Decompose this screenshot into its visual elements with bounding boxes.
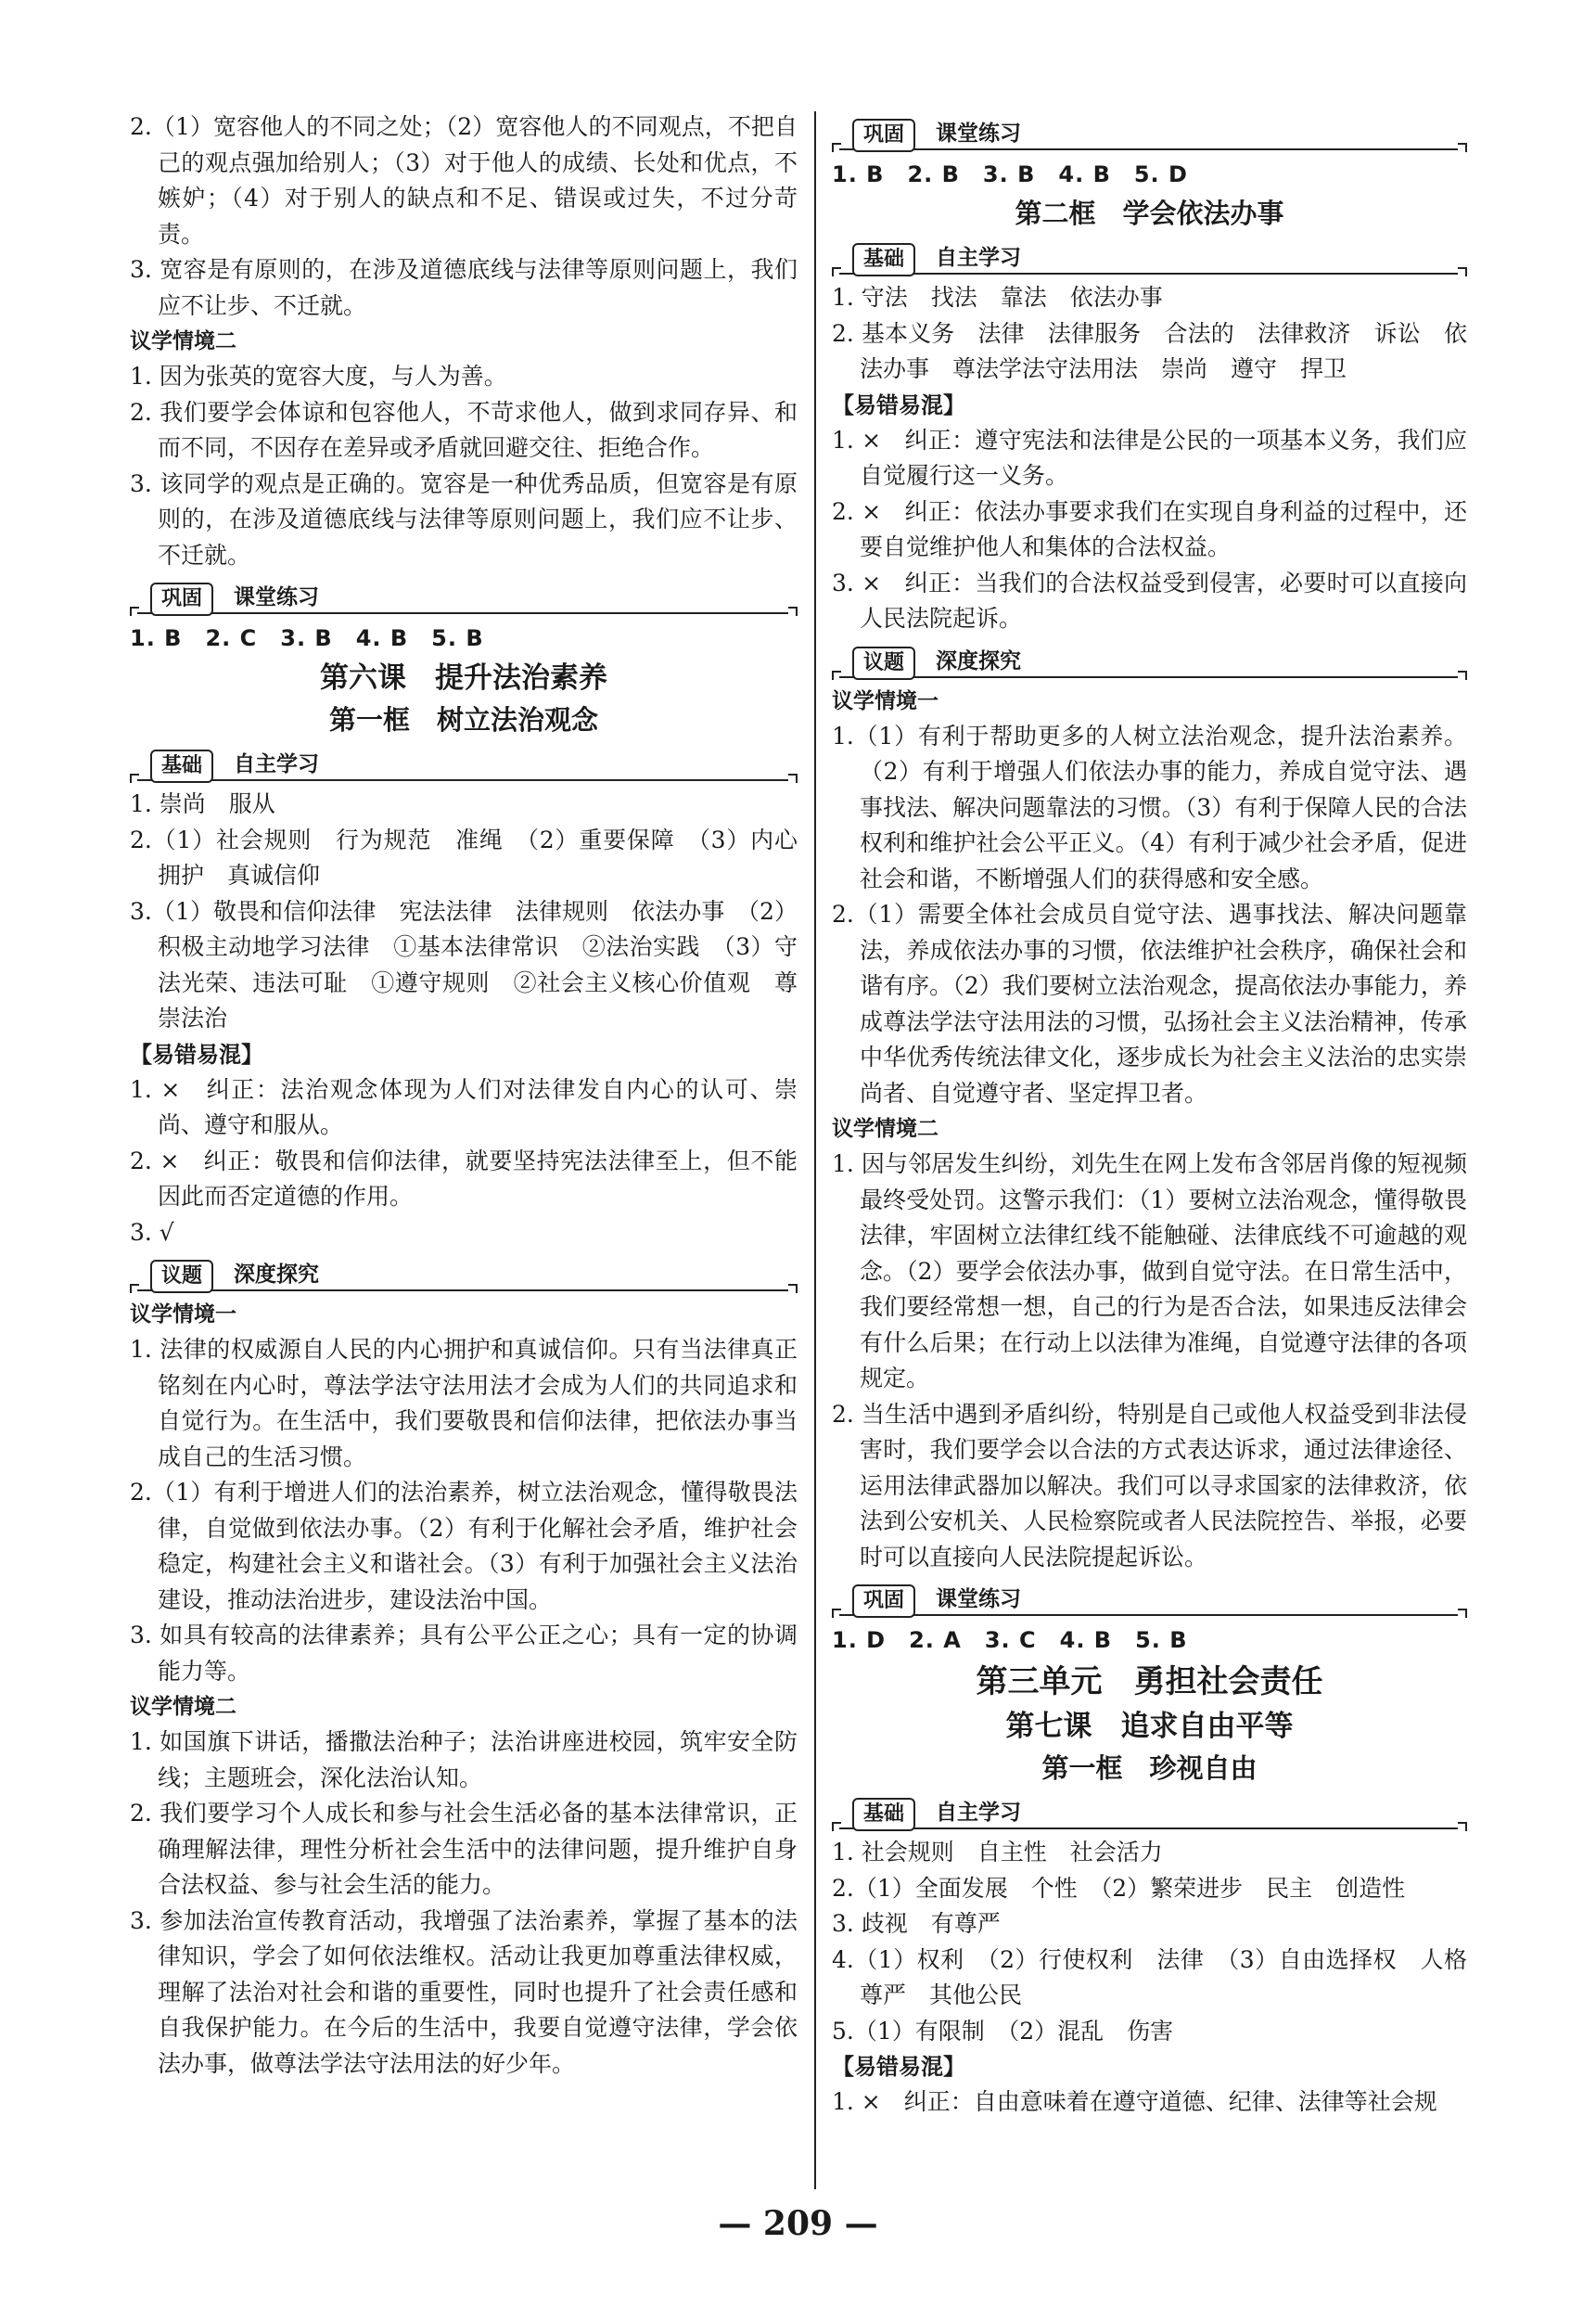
- section-badge: 巩固: [852, 119, 915, 152]
- error-prone-tag: 【易错易混】: [130, 1041, 263, 1068]
- paragraph: 3.（1）敬畏和信仰法律 宪法法律 法律规则 依法办事 （2）积极主动地学习法律 ①基本法律常识 ②法治实践 （3）守法光荣、违法可耻 ①遵守规则 ②社会主义核心价值观 尊崇法治: [130, 897, 798, 1032]
- page-number: — 209 —: [718, 2204, 878, 2243]
- subheading: 议学情境二: [130, 1695, 236, 1719]
- section-label: 课堂练习: [234, 585, 319, 609]
- answer-key: 1. B 2. C 3. B 4. B 5. B: [130, 625, 484, 651]
- paragraph: 2.（1）宽容他人的不同之处；（2）宽容他人的不同观点，不把自己的观点强加给别人；（3）对于他人的成绩、长处和优点，不嫉妒；（4）对于别人的缺点和不足、错误或过失，不过分苛责。: [130, 113, 798, 248]
- subheading: 议学情境一: [130, 1302, 236, 1327]
- section-header-practice: [130, 579, 798, 618]
- paragraph: 1. × 纠正：遵守宪法和法律是公民的一项基本义务，我们应自觉履行这一义务。: [832, 426, 1467, 489]
- paragraph: 1. 守法 找法 靠法 依法办事: [832, 284, 1163, 311]
- section-header-basics: [832, 239, 1467, 278]
- section-badge: 基础: [150, 750, 213, 783]
- paragraph: 1. 如国旗下讲话，播撒法治种子；法治讲座进校园，筑牢安全防线；主题班会，深化法治认知。: [130, 1728, 798, 1791]
- paragraph: 2.（1）有利于增进人们的法治素养，树立法治观念，懂得敬畏法律，自觉做到依法办事。（2）有利于化解社会矛盾，维护社会稳定，构建社会主义和谐社会。（3）有利于加强社会主义法治建设，推动法治进步，建设法治中国。: [130, 1479, 798, 1613]
- paragraph: 1. 崇尚 服从: [130, 790, 275, 817]
- section-header-practice: [832, 1581, 1467, 1620]
- paragraph: 1. 法律的权威源自人民的内心拥护和真诚信仰。只有当法律真正铭刻在内心时，尊法学法守法用法才会成为人们的共同追求和自觉行为。在生活中，我们要敬畏和信仰法律，把依法办事当成自己的生活习惯。: [130, 1336, 798, 1470]
- paragraph: 2. 我们要学习个人成长和参与社会生活必备的基本法律常识，正确理解法律，理性分析社会生活中的法律问题，提升维护自身合法权益、参与社会生活的能力。: [130, 1800, 798, 1898]
- paragraph: 2.（1）社会规则 行为规范 准绳 （2）重要保障 （3）内心拥护 真诚信仰: [130, 826, 798, 889]
- paragraph: 3. √: [130, 1218, 174, 1246]
- lesson-title: 第六课 提升法治素养: [320, 661, 607, 695]
- paragraph: 3. 参加法治宣传教育活动，我增强了法治素养，掌握了基本的法律知识，学会了如何依法维权。活动让我更加尊重法律权威，理解了法治对社会和谐的重要性，同时也提升了社会责任感和自我保护能力。在今后的生活中，我要自觉遵守法律，学会依法办事，做尊法学法守法用法的好少年。: [130, 1906, 798, 2077]
- unit-title: 第三单元 勇担社会责任: [976, 1663, 1323, 1700]
- section-header-basics: [130, 746, 798, 785]
- paragraph: 2. 我们要学会体谅和包容他人，不苛求他人，做到求同存异、和而不同，不因存在差异或矛盾就回避交往、拒绝合作。: [130, 398, 798, 461]
- paragraph: 1.（1）有利于帮助更多的人树立法治观念，提升法治素养。（2）有利于增强人们依法办事的能力，养成自觉守法、遇事找法、解决问题靠法的习惯。（3）有利于保障人民的合法权利和维护社会公平正义。（4）有利于减少社会矛盾，促进社会和谐，不断增强人们的获得感和安全感。: [832, 722, 1467, 892]
- section-badge: 基础: [852, 1798, 915, 1831]
- lesson-title: 第七课 追求自由平等: [1005, 1710, 1294, 1743]
- section-badge: 巩固: [150, 583, 213, 616]
- section-label: 自主学习: [936, 1801, 1021, 1825]
- subheading: 议学情境二: [832, 1117, 938, 1141]
- section-badge: 基础: [852, 243, 915, 276]
- paragraph: 5.（1）有限制 （2）混乱 伤害: [832, 2017, 1174, 2045]
- section-badge: 议题: [150, 1260, 213, 1293]
- paragraph: 3. 如具有较高的法律素养；具有公平公正之心；具有一定的协调能力等。: [130, 1622, 798, 1685]
- section-label: 自主学习: [234, 752, 319, 776]
- section-badge: 巩固: [852, 1584, 915, 1618]
- paragraph: 3. × 纠正：当我们的合法权益受到侵害，必要时可以直接向人民法院起诉。: [832, 569, 1467, 632]
- section-header-inquiry: [130, 1256, 798, 1295]
- subheading: 议学情境二: [130, 329, 236, 353]
- paragraph: 3. 宽容是有原则的，在涉及道德底线与法律等原则问题上，我们应不让步、不迁就。: [130, 256, 798, 319]
- paragraph: 2.（1）需要全体社会成员自觉守法、遇事找法、解决问题靠法，养成依法办事的习惯，依法维护社会秩序，确保社会和谐有序。（2）我们要树立法治观念，提高依法办事能力，养成尊法学法守法用法的习惯，弘扬社会主义法治精神，传承中华优秀传统法律文化，逐步成长为社会主义法治的忠实崇尚者、自觉遵守者、坚定捍卫者。: [832, 901, 1467, 1107]
- paragraph: 2. 当生活中遇到矛盾纠纷，特别是自己或他人权益受到非法侵害时，我们要学会以合法的方式表达诉求，通过法律途径、运用法律武器加以解决。我们可以寻求国家的法律救济，依法到公安机关、人民检察院或者人民法院控告、举报，必要时可以直接向人民法院提起诉讼。: [832, 1400, 1467, 1571]
- error-prone-tag: 【易错易混】: [832, 391, 965, 418]
- column-divider: [814, 111, 816, 2189]
- frame-title: 第二框 学会依法办事: [1015, 198, 1284, 229]
- section-label: 深度探究: [234, 1263, 319, 1287]
- paragraph: 2. × 纠正：敬畏和信仰法律，就要坚持宪法法律至上，但不能因此而否定道德的作用。: [130, 1147, 798, 1210]
- right-column: [832, 109, 1467, 2121]
- frame-title: 第一框 树立法治观念: [328, 704, 598, 736]
- paragraph: 1. 因为张英的宽容大度，与人为善。: [130, 363, 507, 390]
- paragraph: 3. 该同学的观点是正确的。宽容是一种优秀品质，但宽容是有原则的，在涉及道德底线与法律等原则问题上，我们应不让步、不迁就。: [130, 469, 798, 569]
- answer-key: 1. D 2. A 3. C 4. B 5. B: [832, 1627, 1188, 1653]
- paragraph: 1. 社会规则 自主性 社会活力: [832, 1839, 1163, 1866]
- paragraph: 2. 基本义务 法律 法律服务 合法的 法律救济 诉讼 依法办事 尊法学法守法用法 崇尚 遵守 捍卫: [832, 319, 1467, 382]
- subheading: 议学情境一: [832, 688, 938, 713]
- paragraph: 1. × 纠正：法治观念体现为人们对法律发自内心的认可、崇尚、遵守和服从。: [130, 1075, 798, 1138]
- section-label: 深度探究: [936, 648, 1021, 673]
- section-label: 课堂练习: [936, 122, 1021, 146]
- section-label: 自主学习: [936, 246, 1021, 270]
- paragraph: 1. × 纠正：自由意味着在遵守道德、纪律、法律等社会规: [832, 2088, 1437, 2115]
- paragraph: 2.（1）全面发展 个性 （2）繁荣进步 民主 创造性: [832, 1874, 1406, 1902]
- section-header-basics: [832, 1794, 1467, 1833]
- section-badge: 议题: [852, 647, 915, 680]
- section-header-inquiry: [832, 643, 1467, 682]
- error-prone-tag: 【易错易混】: [832, 2054, 965, 2080]
- frame-title: 第一框 珍视自由: [1041, 1752, 1258, 1784]
- answer-key: 1. B 2. B 3. B 4. B 5. D: [832, 161, 1188, 187]
- section-header-practice: [832, 115, 1467, 154]
- left-column: [130, 109, 798, 2082]
- paragraph: 2. × 纠正：依法办事要求我们在实现自身利益的过程中，还要自觉维护他人和集体的合法权益。: [832, 497, 1467, 560]
- section-label: 课堂练习: [936, 1587, 1021, 1611]
- paragraph: 3. 歧视 有尊严: [832, 1910, 1001, 1937]
- paragraph: 4.（1）权利 （2）行使权利 法律 （3）自由选择权 人格尊严 其他公民: [832, 1945, 1467, 2008]
- paragraph: 1. 因与邻居发生纠纷，刘先生在网上发布含邻居肖像的短视频最终受处罚。这警示我们：（1）要树立法治观念，懂得敬畏法律，牢固树立法律红线不能触碰、法律底线不可逾越的观念。（2）要学会依法办事，做到自觉守法。在日常生活中，我们要经常想一想，自己的行为是否合法，如果违反法律会有什么后果；在行动上以法律为准绳，自觉遵守法律的各项规定。: [832, 1150, 1467, 1391]
